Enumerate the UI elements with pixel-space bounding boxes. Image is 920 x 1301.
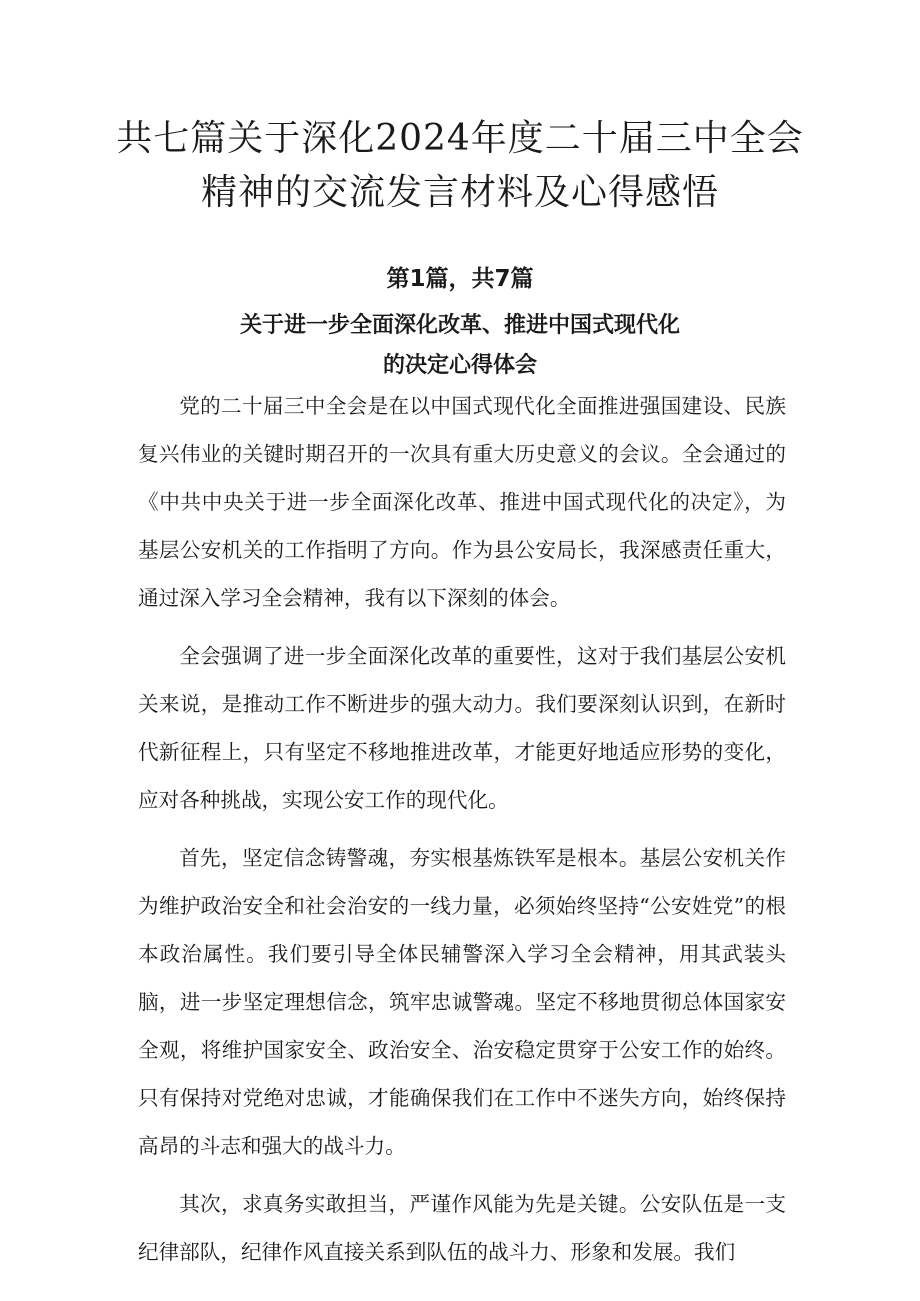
- chapter-heading-line-2: 的决定心得体会: [382, 353, 537, 378]
- document-title-line-1: 共七篇关于深化2024年度二十届三中全会: [116, 118, 804, 159]
- chapter-heading: [100, 306, 820, 386]
- body-text: [138, 382, 786, 1286]
- paragraph-second-point: 其次，求真务实敢担当，严谨作风能为先是关键。公安队伍是一支纪律部队，纪律作风直接关系到队伍的战斗力、形象和发展。我们: [138, 1192, 786, 1264]
- paragraph-reform: 全会强调了进一步全面深化改革的重要性，这对于我们基层公安机关来说，是推动工作不断进步的强大动力。我们要深刻认识到，在新时代新征程上，只有坚定不移地推进改革，才能更好地适应形势的变化，应对各种挑战，实现公安工作的现代化。: [138, 644, 786, 812]
- chapter-label: 第1篇，共7篇: [386, 266, 534, 292]
- document-title-line-2: 精神的交流发言材料及心得感悟: [200, 172, 719, 213]
- paragraph-first-point: 首先，坚定信念铸警魂，夯实根基炼铁军是根本。基层公安机关作为维护政治安全和社会治安的一线力量，必须始终坚持“公安姓党”的根本政治属性。我们要引导全体民辅警深入学习全会精神，用其武装头脑，进一步坚定理想信念，筑牢忠诚警魂。坚定不移地贯彻总体国家安全观，将维护国家安全、政治安全、治安稳定贯穿于公安工作的始终。只有保持对党绝对忠诚，才能确保我们在工作中不迷失方向，始终保持高昂的斗志和强大的战斗力。: [138, 846, 786, 1158]
- paragraph-intro: 党的二十届三中全会是在以中国式现代化全面推进强国建设、民族复兴伟业的关键时期召开的一次具有重大历史意义的会议。全会通过的《中共中央关于进一步全面深化改革、推进中国式现代化的决定》，为基层公安机关的工作指明了方向。作为县公安局长，我深感责任重大，通过深入学习全会精神，我有以下深刻的体会。: [138, 394, 786, 610]
- document-title: [100, 112, 820, 220]
- chapter-heading-line-1: 关于进一步全面深化改革、推进中国式现代化: [239, 313, 680, 338]
